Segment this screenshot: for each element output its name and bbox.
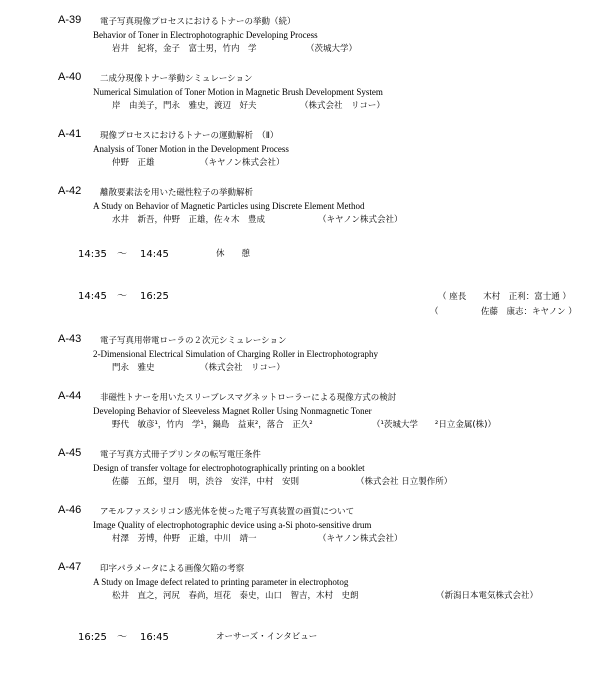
entry-en-title: 2-Dimensional Electrical Simulation of Charging Roller in Electrophotography bbox=[93, 349, 379, 359]
break-start-time: 14:35 bbox=[78, 249, 107, 260]
entry-jp-title: 二成分現像トナー挙動シミュレーション bbox=[100, 74, 253, 84]
entry-jp-title: 離散要素法を用いた磁性粒子の挙動解析 bbox=[100, 188, 254, 198]
entry-id: A-41 bbox=[58, 128, 82, 140]
entry-en-title: A Study on Behavior of Magnetic Particles using Discrete Element Method bbox=[93, 201, 365, 211]
entry-authors: 岸 由美子，門永 雅史，渡辺 好夫 bbox=[112, 101, 257, 111]
interview-label: オーサーズ・インタビュー bbox=[216, 632, 318, 642]
interview-tilde: ～ bbox=[117, 632, 127, 643]
entry-en-title: Behavior of Toner in Electrophotographic Developing Process bbox=[93, 30, 318, 40]
entry-jp-title: 非磁性トナーを用いたスリーブレスマグネットローラーによる現像方式の検討 bbox=[100, 393, 397, 403]
entry-jp-title: 印字パラメータによる画像欠陥の考察 bbox=[100, 564, 245, 574]
break-end-time: 14:45 bbox=[140, 249, 169, 260]
entry-id: A-45 bbox=[58, 447, 82, 459]
entry-affiliation: （キヤノン株式会社） bbox=[200, 158, 285, 168]
interview-end-time: 16:45 bbox=[140, 632, 169, 643]
entry-authors: 水井 新吾，仲野 正雄，佐々木 豊成 bbox=[112, 215, 266, 225]
entry-jp-title: アモルファスシリコン感光体を使った電子写真装置の画質について bbox=[100, 507, 355, 517]
interview-start-time: 16:25 bbox=[78, 632, 107, 643]
entry-affiliation: （キヤノン株式会社） bbox=[318, 215, 403, 225]
entry-id: A-47 bbox=[58, 561, 82, 573]
entry-jp-title: 電子写真方式冊子プリンタの転写電圧条件 bbox=[100, 450, 261, 460]
session-start-time: 14:45 bbox=[78, 291, 107, 302]
entry-authors: 仲野 正雄 bbox=[112, 158, 155, 168]
session-chair-2: （ 佐藤 康志：キヤノン ） bbox=[430, 307, 577, 317]
entry-affiliation: （株式会社 日立製作所） bbox=[356, 477, 453, 487]
entry-affiliation: （茨城大学） bbox=[306, 44, 358, 54]
entry-en-title: Analysis of Toner Motion in the Development Process bbox=[93, 144, 289, 154]
entry-authors: 門永 雅史 bbox=[112, 363, 155, 373]
entry-en-title: Developing Behavior of Sleeveless Magnet Roller Using Nonmagnetic Toner bbox=[93, 406, 372, 416]
session-chair-1: （ 座長 木村 正利：富士通 ） bbox=[438, 292, 571, 302]
entry-affiliation: （株式会社 リコー） bbox=[200, 363, 285, 373]
entry-en-title: A Study on Image defect related to printing parameter in electrophotog bbox=[93, 577, 349, 587]
entry-en-title: Numerical Simulation of Toner Motion in Magnetic Brush Development System bbox=[93, 87, 383, 97]
entry-jp-title: 現像プロセスにおけるトナーの運動解析 （Ⅱ） bbox=[100, 131, 279, 141]
entry-en-title: Image Quality of electrophotographic device using a-Si photo-sensitive drum bbox=[93, 520, 372, 530]
entry-jp-title: 電子写真現像プロセスにおけるトナーの挙動（続） bbox=[100, 17, 296, 27]
break-label: 休 憩 bbox=[216, 249, 251, 259]
entry-jp-title: 電子写真用帯電ローラの２次元シミュレーション bbox=[100, 336, 287, 346]
entry-affiliation: （新潟日本電気株式会社） bbox=[436, 591, 539, 601]
entry-id: A-40 bbox=[58, 71, 82, 83]
entry-authors: 松井 直之，河尻 春尚，垣花 泰史，山口 智吉，木村 史朗 bbox=[112, 591, 359, 601]
entry-id: A-44 bbox=[58, 390, 82, 402]
entry-authors: 佐藤 五郎，望月 明，渋谷 安洋，中村 安則 bbox=[112, 477, 300, 487]
session-tilde: ～ bbox=[117, 291, 127, 302]
entry-authors: 野代 敏彦¹，竹内 学¹，鍋島 益東²，落合 正久² bbox=[112, 420, 313, 430]
entry-authors: 岩井 紀将，金子 富士男，竹内 学 bbox=[112, 44, 257, 54]
entry-affiliation: （¹茨城大学 ²日立金属(株)） bbox=[372, 420, 496, 430]
session-end-time: 16:25 bbox=[140, 291, 169, 302]
break-tilde: ～ bbox=[117, 249, 127, 260]
entry-id: A-39 bbox=[58, 14, 82, 26]
entry-affiliation: （株式会社 リコー） bbox=[300, 101, 385, 111]
entry-id: A-42 bbox=[58, 185, 82, 197]
entry-id: A-46 bbox=[58, 504, 82, 516]
entry-id: A-43 bbox=[58, 333, 82, 345]
entry-affiliation: （キヤノン株式会社） bbox=[318, 534, 403, 544]
entry-authors: 村澤 芳博，仲野 正雄，中川 靖一 bbox=[112, 534, 257, 544]
entry-en-title: Design of transfer voltage for electrophotographically printing on a booklet bbox=[93, 463, 365, 473]
